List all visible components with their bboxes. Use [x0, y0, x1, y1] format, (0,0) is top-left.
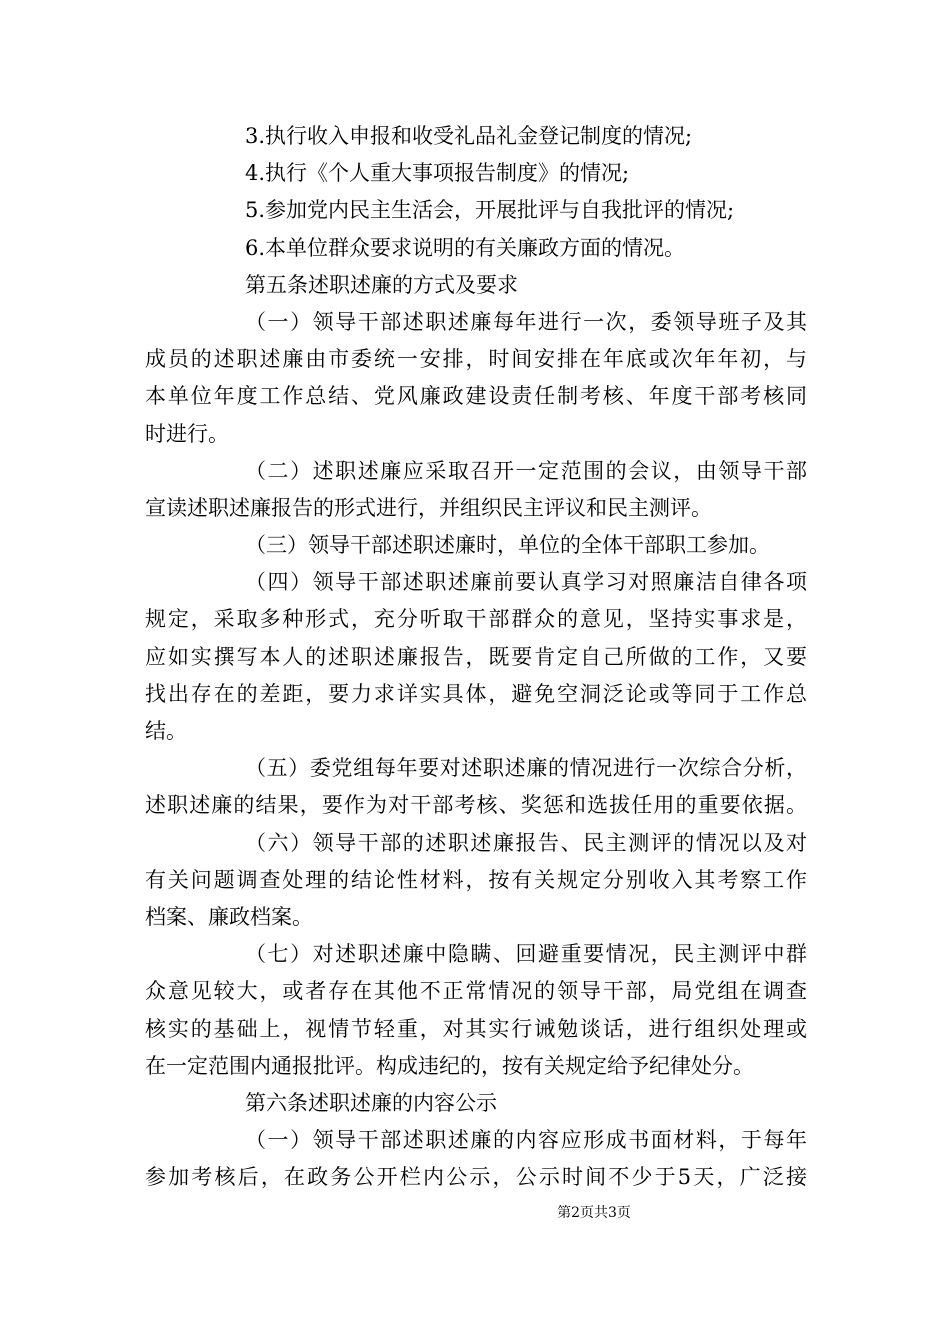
text-line: 在一定范围内通报批评。构成违纪的，按有关规定给予纪律处分。 [145, 1053, 754, 1078]
text-line: （一）领导干部述职述廉的内容应形成书面材料，于每年 [245, 1128, 807, 1153]
text-line: 结。 [145, 719, 187, 743]
text-line: 本单位年度工作总结、党风廉政建设责任制考核、年度干部考核同 [145, 384, 807, 409]
text-line: （四）领导干部述职述廉前要认真学习对照廉洁自律各项 [245, 570, 807, 595]
text-line: （五）委党组每年要对述职述廉的情况进行一次综合分析， [245, 756, 807, 781]
text-line: 第六条述职述廉的内容公示 [245, 1090, 497, 1115]
text-line: 应如实撰写本人的述职述廉报告，既要肯定自己所做的工作，又要 [145, 644, 807, 669]
text-line: 第五条述职述廉的方式及要求 [245, 272, 518, 297]
text-line: 宣读述职述廉报告的形式进行，并组织民主评议和民主测评。 [145, 495, 712, 520]
text-line: 有关问题调查处理的结论性材料，按有关规定分别收入其考察工作 [145, 867, 807, 892]
text-line: 4.执行《个人重大事项报告制度》的情况; [245, 161, 630, 186]
text-line: 找出存在的差距，要力求详实具体，避免空洞泛论或等同于工作总 [145, 681, 807, 706]
text-line: 众意见较大，或者存在其他不正常情况的领导干部，局党组在调查 [145, 979, 807, 1004]
text-line: 6.本单位群众要求说明的有关廉政方面的情况。 [245, 235, 686, 260]
text-line: 规定，采取多种形式，充分听取干部群众的意见，坚持实事求是， [145, 607, 807, 632]
text-line: 核实的基础上，视情节轻重，对其实行诫勉谈话，进行组织处理或 [145, 1016, 807, 1041]
page-footer: 第2页共3页 [557, 1205, 631, 1221]
text-line: 档案、廉政档案。 [145, 904, 313, 929]
text-line: 5.参加党内民主生活会，开展批评与自我批评的情况; [245, 198, 735, 223]
document-body [145, 118, 807, 1196]
text-line: 3.执行收入申报和收受礼品礼金登记制度的情况; [245, 124, 693, 148]
text-line: 时进行。 [145, 421, 229, 446]
text-line: 成员的述职述廉由市委统一安排，时间安排在年底或次年年初，与 [145, 347, 807, 372]
text-line: （三）领导干部述职述廉时，单位的全体干部职工参加。 [245, 533, 770, 558]
text-line: （六）领导干部的述职述廉报告、民主测评的情况以及对 [245, 830, 807, 855]
text-line: （一）领导干部述职述廉每年进行一次，委领导班子及其 [245, 309, 807, 334]
text-line: 参加考核后，在政务公开栏内公示，公示时间不少于5天，广泛接 [145, 1165, 807, 1190]
text-line: 述职述廉的结果，要作为对干部考核、奖惩和选拔任用的重要依据。 [145, 793, 807, 818]
text-line: （七）对述职述廉中隐瞒、回避重要情况，民主测评中群 [245, 942, 807, 967]
text-line: （二）述职述廉应采取召开一定范围的会议，由领导干部 [245, 458, 807, 483]
